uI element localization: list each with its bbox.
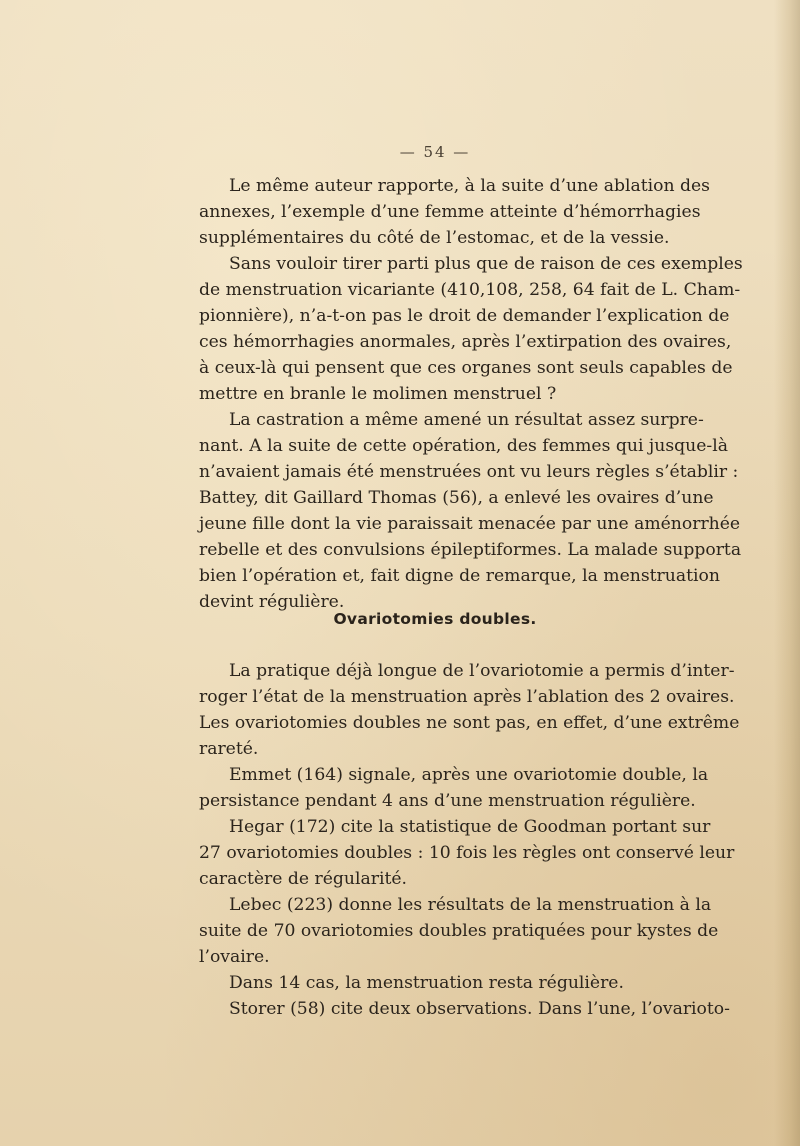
text-line: à ceux-là qui pensent que ces organes sont seuls capables de xyxy=(199,358,733,378)
paragraph-block-ovariotomies xyxy=(199,658,740,1022)
text-line: Sans vouloir tirer parti plus que de raison de ces exemples xyxy=(229,254,743,274)
text-line: jeune fille dont la vie paraissait menacée par une aménorrhée xyxy=(199,514,741,534)
text-line: ces hémorrhagies anormales, après l’extirpation des ovaires, xyxy=(199,332,732,352)
section-heading: Ovariotomies doubles. xyxy=(333,610,537,628)
text-line: supplémentaires du côté de l’estomac, et de la vessie. xyxy=(199,228,670,248)
text-line: nant. A la suite de cette opération, des femmes qui jusque-là xyxy=(199,436,728,456)
text-line: pionnière), n’a-t-on pas le droit de demander l’explication de xyxy=(199,306,730,326)
text-line: Dans 14 cas, la menstruation resta régulière. xyxy=(229,973,624,993)
text-line: Les ovariotomies doubles ne sont pas, en effet, d’une extrême xyxy=(199,713,740,733)
text-line: Hegar (172) cite la statistique de Goodman portant sur xyxy=(229,817,711,837)
text-line: persistance pendant 4 ans d’une menstruation régulière. xyxy=(199,791,696,811)
text-line: 27 ovariotomies doubles : 10 fois les règles ont conservé leur xyxy=(199,843,735,863)
text-line: Le même auteur rapporte, à la suite d’une ablation des xyxy=(229,176,710,196)
paragraph-block-castration xyxy=(199,173,743,615)
text-line: n’avaient jamais été menstruées ont vu leurs règles s’établir : xyxy=(199,462,739,482)
text-line: bien l’opération et, fait digne de remarque, la menstruation xyxy=(199,566,720,586)
text-line: rebelle et des convulsions épileptiformes. La malade supporta xyxy=(199,540,742,560)
text-line: annexes, l’exemple d’une femme atteinte d’hémorrhagies xyxy=(199,202,701,222)
text-line: Storer (58) cite deux observations. Dans l’une, l’ovarioto- xyxy=(229,999,730,1019)
text-line: caractère de régularité. xyxy=(199,869,407,889)
page-number: — 54 — xyxy=(399,143,471,161)
text-line: mettre en branle le molimen menstruel ? xyxy=(199,384,557,404)
text-line: La pratique déjà longue de l’ovariotomie a permis d’inter- xyxy=(229,661,735,681)
text-line: La castration a même amené un résultat assez surpre- xyxy=(229,410,704,430)
text-line: rareté. xyxy=(199,739,259,759)
page-edge-stain xyxy=(774,0,800,1146)
text-line: l’ovaire. xyxy=(199,947,270,967)
text-line: Battey, dit Gaillard Thomas (56), a enlevé les ovaires d’une xyxy=(199,488,714,508)
text-line: devint régulière. xyxy=(199,592,345,612)
text-line: de menstruation vicariante (410,108, 258, 64 fait de L. Cham- xyxy=(199,280,741,300)
text-line: suite de 70 ovariotomies doubles pratiquées pour kystes de xyxy=(199,921,719,941)
text-line: Emmet (164) signale, après une ovariotomie double, la xyxy=(229,765,709,785)
text-line: roger l’état de la menstruation après l’ablation des 2 ovaires. xyxy=(199,687,735,707)
text-line: Lebec (223) donne les résultats de la menstruation à la xyxy=(229,895,712,915)
